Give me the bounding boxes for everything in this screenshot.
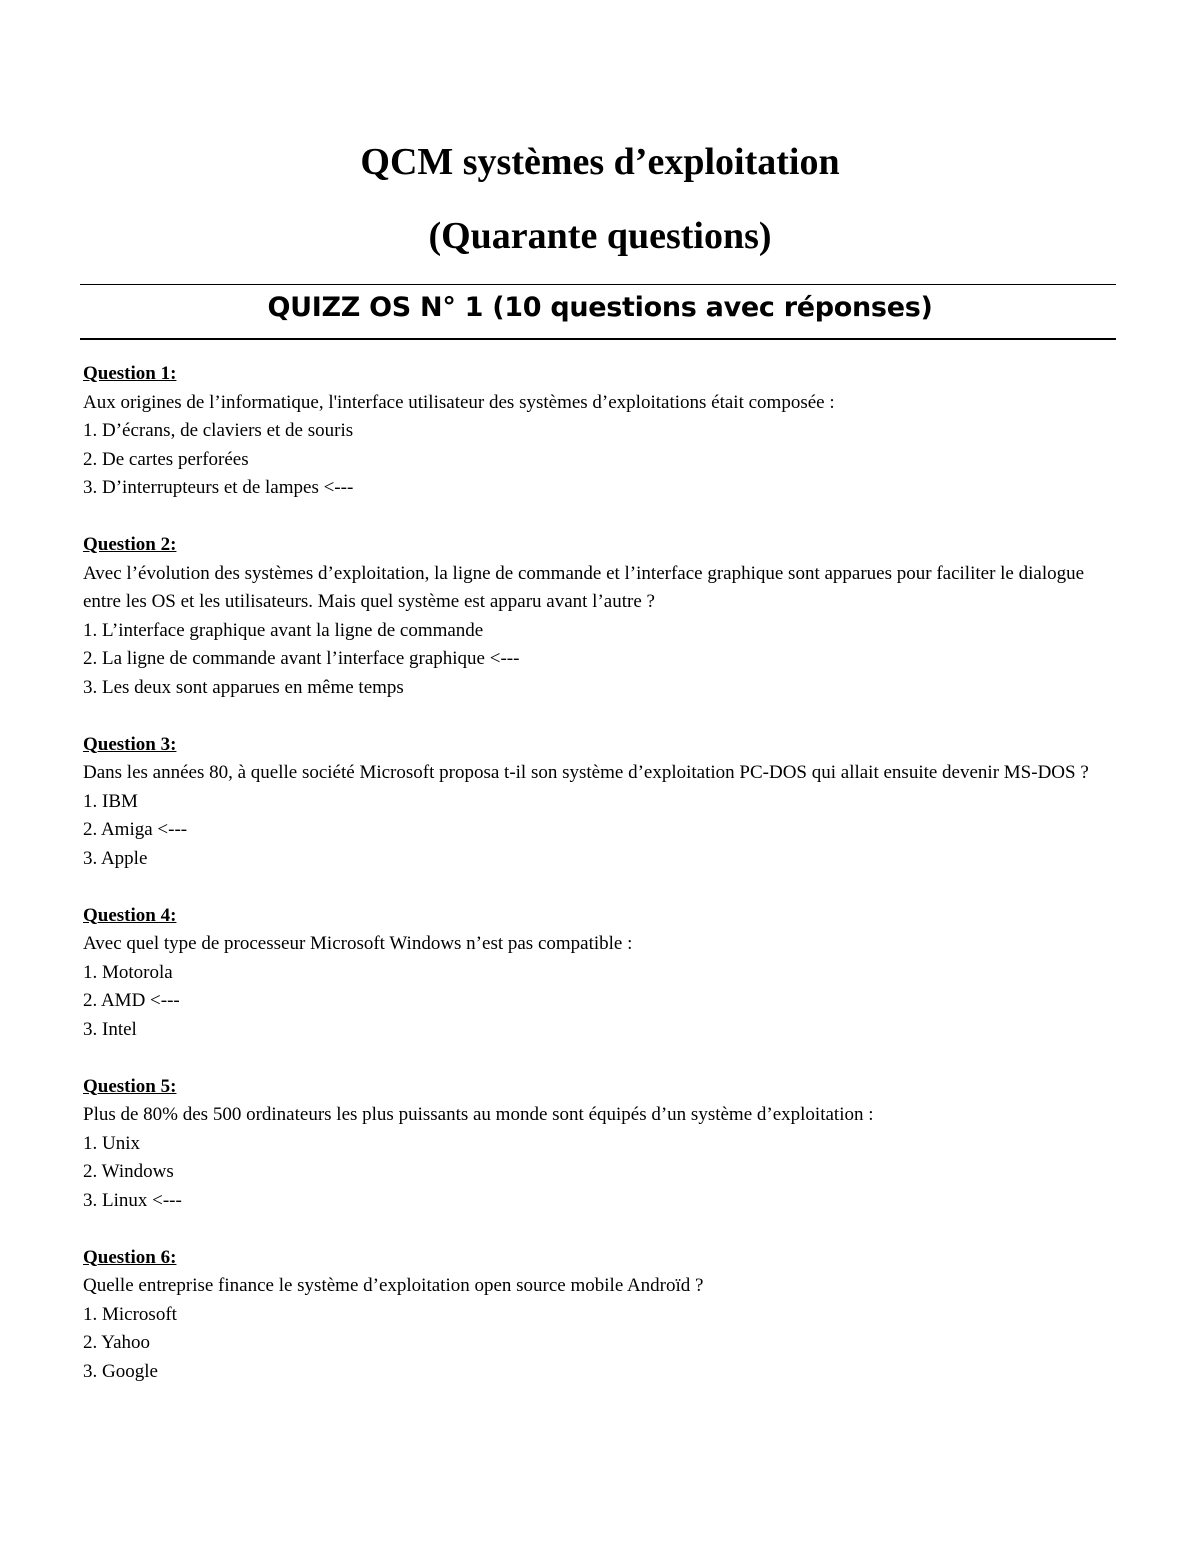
- answer-option: 2. La ligne de commande avant l’interface graphique <---: [83, 648, 520, 669]
- question-label: Question 3:: [83, 733, 177, 755]
- question-text: Quelle entreprise finance le système d’exploitation open source mobile Androïd ?: [83, 1275, 704, 1296]
- question-5: [83, 1073, 1123, 1216]
- question-3: [83, 731, 1123, 874]
- answer-option: 3. D’interrupteurs et de lampes <---: [83, 477, 354, 498]
- answer-option: 2. Yahoo: [83, 1332, 151, 1353]
- question-text: Aux origines de l’informatique, l'interface utilisateur des systèmes d’exploitations était composée :: [83, 391, 835, 413]
- heading-rule-bottom: [80, 338, 1116, 340]
- question-text: Dans les années 80, à quelle société Microsoft proposa t-il son système d’exploitation PC-DOS qui allait ensuite devenir MS-DOS ?: [83, 762, 1089, 783]
- answer-option: 1. L’interface graphique avant la ligne de commande: [83, 619, 484, 641]
- question-6: [83, 1244, 1123, 1387]
- question-2: [83, 531, 1123, 702]
- answer-option: 3. Les deux sont apparues en même temps: [83, 676, 404, 698]
- question-list: [83, 360, 1123, 1415]
- answer-option: 3. Intel: [83, 1018, 137, 1040]
- heading-rule-top: [80, 284, 1116, 285]
- question-label: Question 6:: [83, 1246, 177, 1268]
- question-label: Question 2:: [83, 534, 177, 555]
- question-text: Plus de 80% des 500 ordinateurs les plus puissants au monde sont équipés d’un système d’exploitation :: [83, 1104, 874, 1125]
- question-1: [83, 360, 1123, 503]
- answer-option: 3. Apple: [83, 847, 148, 869]
- question-text: Avec l’évolution des systèmes d’exploitation, la ligne de commande et l’interface graphique sont apparues pour faciliter le dialogue entre les OS et les utilisateurs. Mais quel système est apparu avant l’autre ?: [83, 562, 1085, 612]
- document-subtitle: (Quarante questions): [428, 215, 772, 257]
- answer-option: 1. Microsoft: [83, 1303, 177, 1325]
- answer-option: 1. D’écrans, de claviers et de souris: [83, 420, 354, 441]
- answer-option: 2. AMD <---: [83, 990, 180, 1011]
- answer-option: 1. Unix: [83, 1132, 140, 1154]
- answer-option: 2. Windows: [83, 1161, 174, 1182]
- quiz-heading: QUIZZ OS N° 1 (10 questions avec réponses): [267, 292, 933, 323]
- answer-option: 2. Amiga <---: [83, 819, 188, 840]
- question-4: [83, 902, 1123, 1045]
- answer-option: 1. IBM: [83, 790, 138, 812]
- question-label: Question 1:: [83, 363, 177, 384]
- answer-option: 3. Google: [83, 1360, 158, 1382]
- answer-option: 1. Motorola: [83, 961, 173, 983]
- document-title: QCM systèmes d’exploitation: [360, 141, 840, 183]
- question-text: Avec quel type de processeur Microsoft Windows n’est pas compatible :: [83, 933, 633, 954]
- question-label: Question 5:: [83, 1075, 177, 1097]
- answer-option: 3. Linux <---: [83, 1189, 182, 1211]
- answer-option: 2. De cartes perforées: [83, 448, 249, 470]
- question-label: Question 4:: [83, 904, 177, 926]
